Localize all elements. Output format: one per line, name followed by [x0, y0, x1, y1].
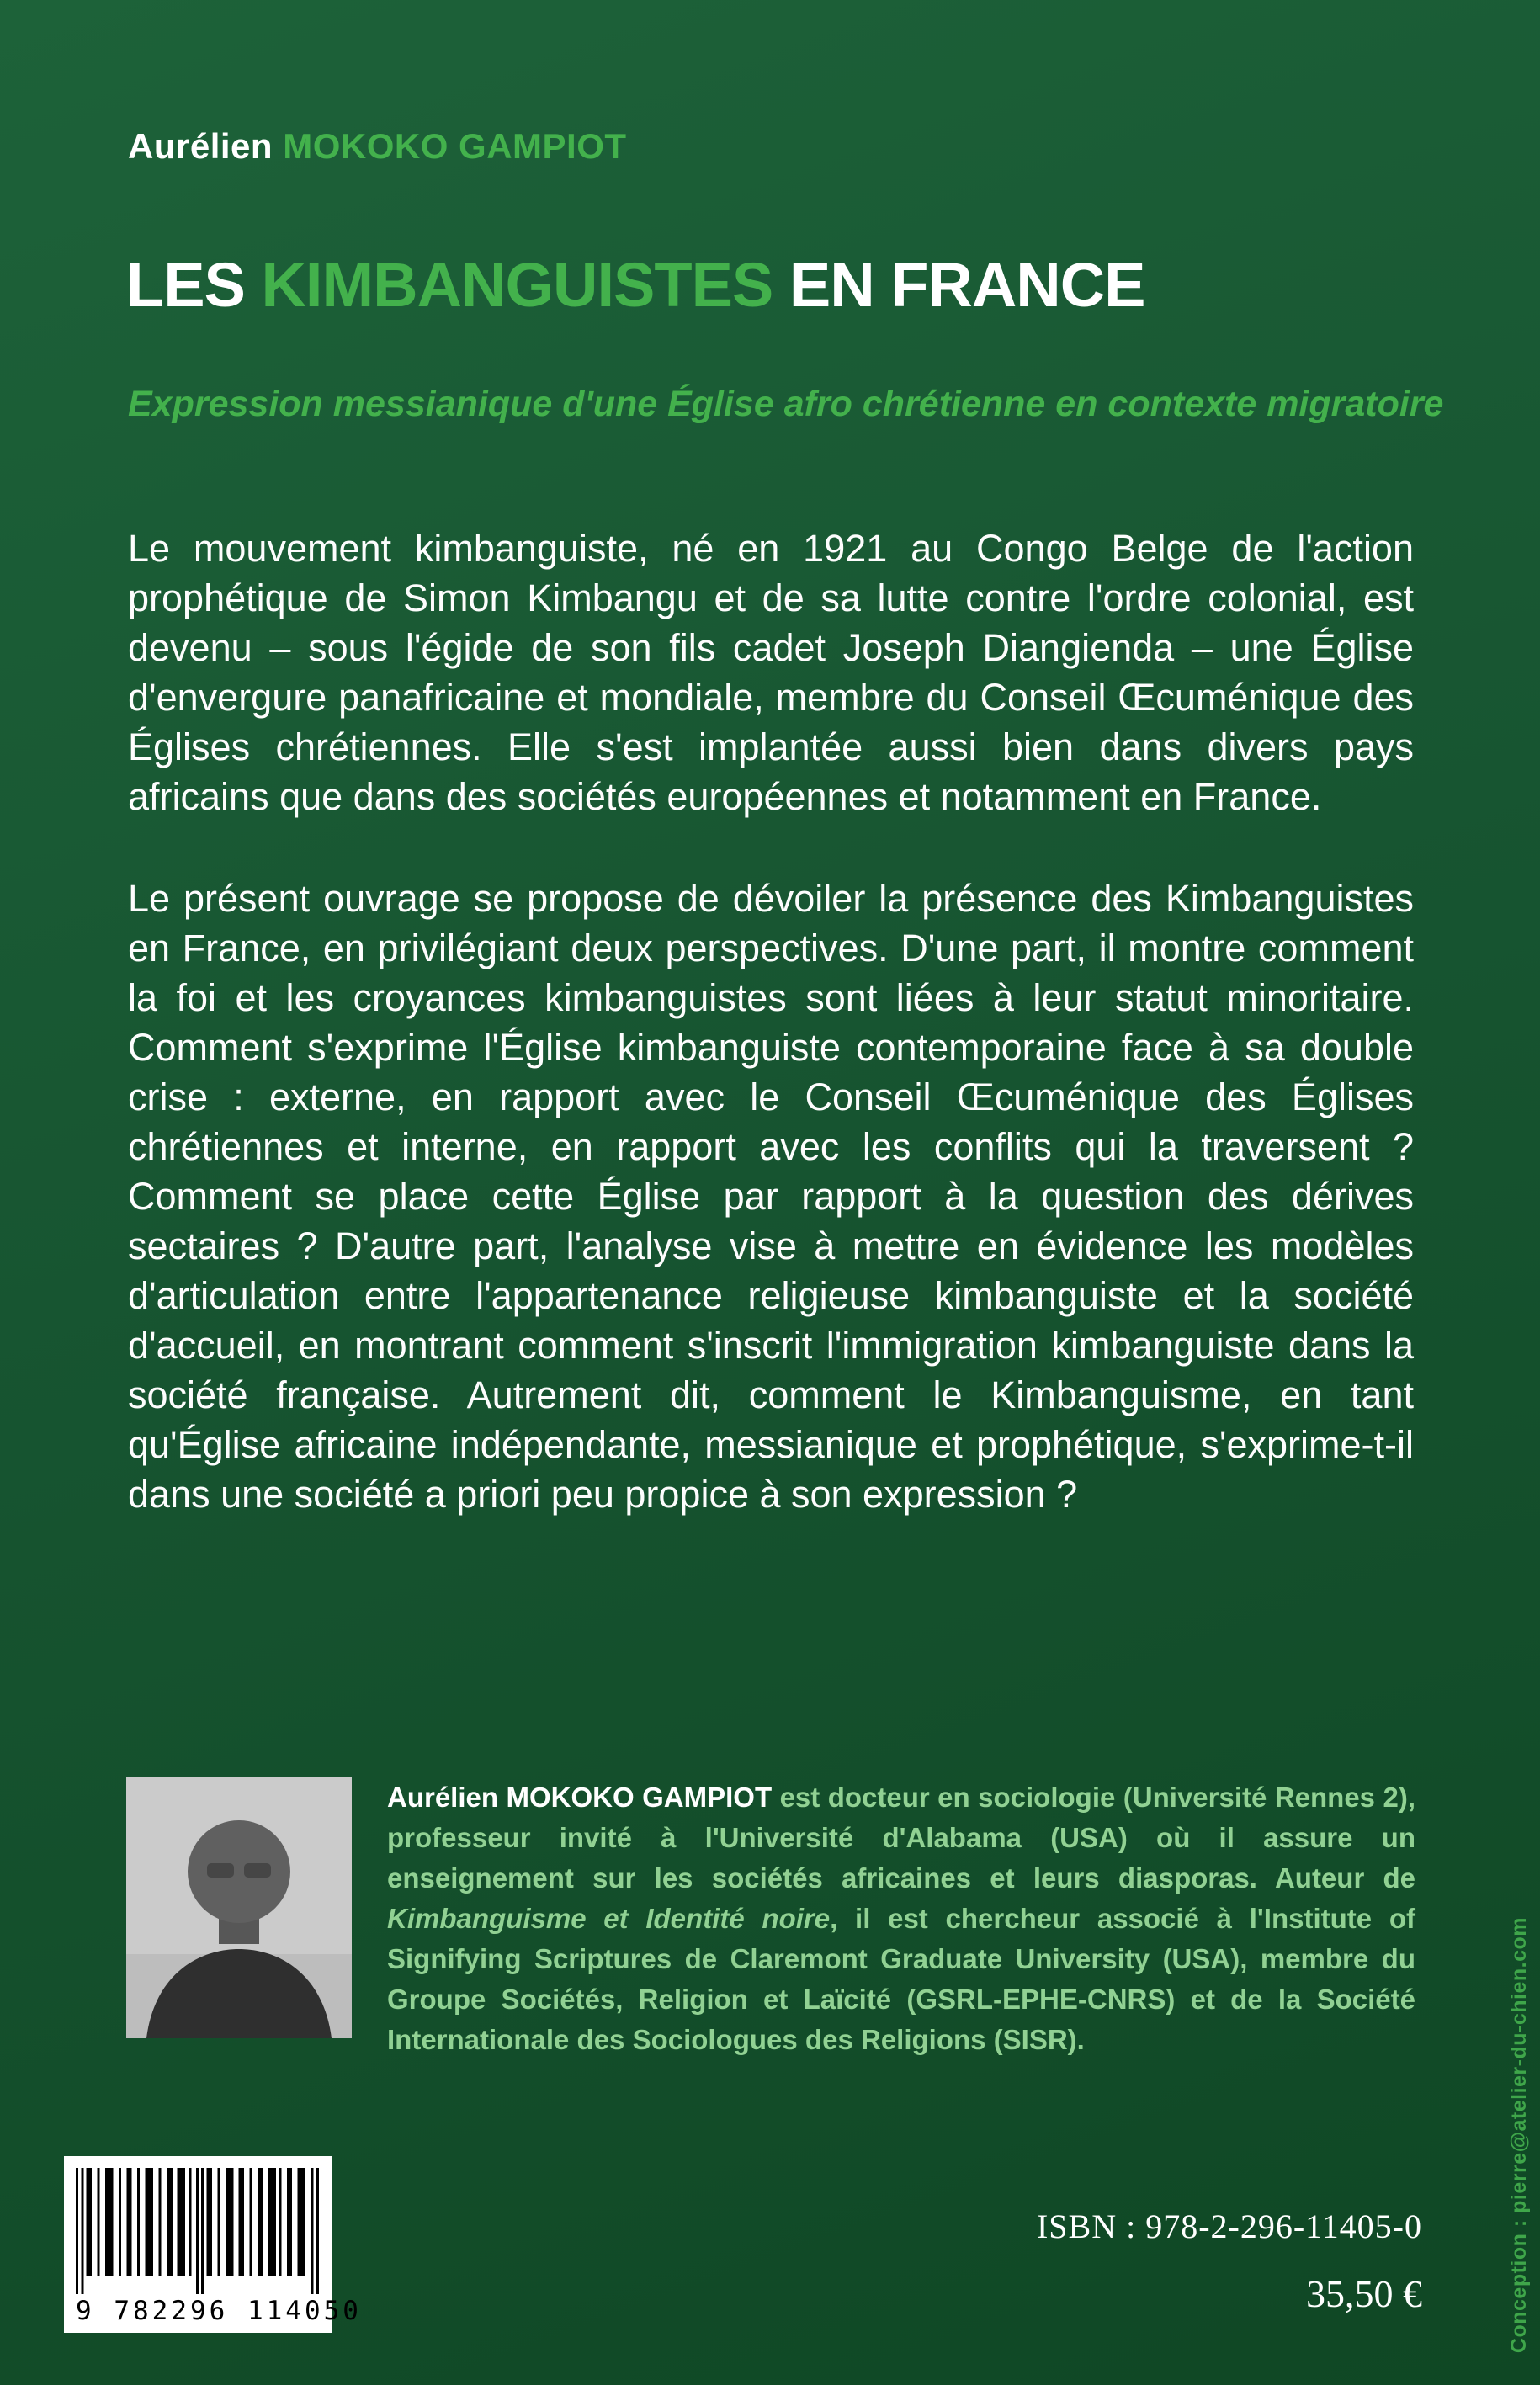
- bio-book-title: Kimbanguisme et Identité noire: [387, 1903, 831, 1934]
- book-subtitle: Expression messianique d'une Église afro chrétienne en contexte migratoire: [128, 384, 1444, 424]
- author-first-name: Aurélien: [128, 126, 284, 166]
- synopsis: [128, 523, 1414, 1519]
- barcode: [64, 2156, 362, 2333]
- isbn: ISBN : 978-2-296-11405-0: [1036, 2207, 1422, 2245]
- bio-author-last-name: MOKOKO GAMPIOT: [506, 1782, 773, 1813]
- bio-text-part-1: est docteur en sociologie (Université Rennes 2), professeur invité à l'Université d'Alabama (USA) où il assure un enseignement sur les sociétés africaines et leurs diasporas. Auteur de: [387, 1782, 1415, 1894]
- barcode-bars: [76, 2168, 320, 2294]
- author-photo: [126, 1777, 352, 2038]
- design-credit: Conception : pierre@atelier-du-chien.com: [1507, 1916, 1531, 2353]
- barcode-number: 9 782296 114050: [76, 2296, 362, 2326]
- price: 35,50 €: [1306, 2272, 1422, 2315]
- bio-author-first-name: Aurélien: [387, 1782, 507, 1813]
- title-part-2: KIMBANGUISTES: [261, 250, 773, 320]
- title-part-3: EN FRANCE: [789, 250, 1145, 320]
- synopsis-paragraph-2: Le présent ouvrage se propose de dévoiler la présence des Kimbanguistes en France, en privilégiant deux perspectives. D'une part, il montre comment la foi et les croyances kimbanguistes sont liées à leur statut minoritaire. Comment s'exprime l'Église kimbanguiste contemporaine face à sa double crise : externe, en rapport avec le Conseil Œcuménique des Églises chrétiennes et interne, en rapport avec les conflits qui la traversent ? Comment se place cette Église par rapport à la question des dérives sectaires ? D'autre part, l'analyse vise à mettre en évidence les modèles d'articulation entre l'appartenance religieuse kimbanguiste et la société d'accueil, en montrant comment s'inscrit l'immigration kimbanguiste dans la société française. Autrement dit, comment le Kimbanguisme, en tant qu'Église africaine indépendante, messianique et prophétique, s'exprime-t-il dans une société a priori peu propice à son expression ?: [128, 877, 1414, 1516]
- author-bio-text: [387, 1777, 1415, 2060]
- bio-text-part-2: , il est chercheur associé à l'Institute of Signifying Scriptures de Claremont Graduate University (USA), membre du Groupe Sociétés, Religion et Laïcité (GSRL-EPHE-CNRS) et de la Société Internationale des Sociologues des Religions (SISR).: [387, 1903, 1415, 2055]
- book-title: [126, 249, 1145, 321]
- author-name: [128, 126, 627, 167]
- author-photo-placeholder: [126, 1777, 352, 2038]
- author-bio-section: [126, 1777, 1415, 2060]
- author-last-name: MOKOKO GAMPIOT: [283, 126, 627, 166]
- synopsis-paragraph-1: Le mouvement kimbanguiste, né en 1921 au Congo Belge de l'action prophétique de Simon Kimbangu et de sa lutte contre l'ordre colonial, est devenu – sous l'égide de son fils cadet Joseph Diangienda – une Église d'envergure panafricaine et mondiale, membre du Conseil Œcuménique des Églises chrétiennes. Elle s'est implantée aussi bien dans divers pays africains que dans des sociétés européennes et notamment en France.: [128, 527, 1414, 818]
- isbn-price-block: [1037, 2207, 1422, 2316]
- title-part-1: LES: [126, 250, 245, 320]
